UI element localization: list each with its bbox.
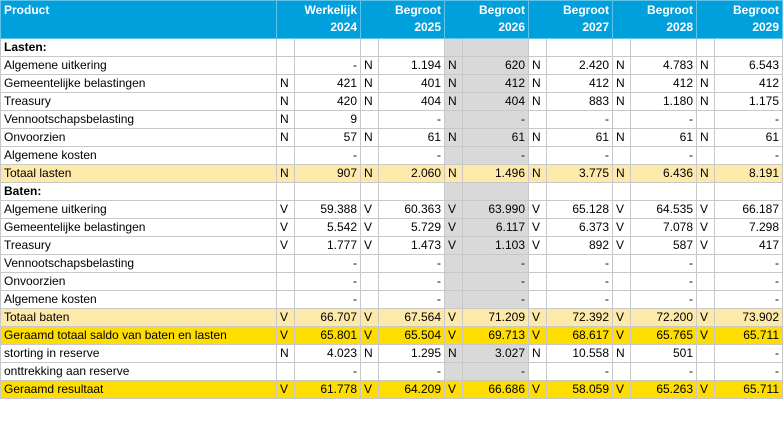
cell-indicator xyxy=(445,147,463,165)
cell-value: 58.059 xyxy=(547,381,613,399)
cell-indicator: N xyxy=(445,165,463,183)
cell-indicator: V xyxy=(697,381,715,399)
cell-indicator xyxy=(361,363,379,381)
cell-value: 404 xyxy=(379,93,445,111)
row-label: onttrekking aan reserve xyxy=(1,363,277,381)
cell-value: - xyxy=(715,345,783,363)
cell-value: - xyxy=(463,255,529,273)
cell-value: 65.801 xyxy=(295,327,361,345)
cell-indicator: V xyxy=(361,309,379,327)
cell-indicator: V xyxy=(361,201,379,219)
cell-indicator: V xyxy=(277,201,295,219)
cell-value: 66.187 xyxy=(715,201,783,219)
header-col-2025: Begroot 2025 xyxy=(361,1,445,39)
cell-value xyxy=(379,183,445,201)
cell-value: 57 xyxy=(295,129,361,147)
row-label: Onvoorzien xyxy=(1,129,277,147)
cell-value: 69.713 xyxy=(463,327,529,345)
cell-indicator: V xyxy=(613,327,631,345)
cell-value: 7.078 xyxy=(631,219,697,237)
cell-indicator: V xyxy=(613,201,631,219)
cell-value: 4.023 xyxy=(295,345,361,363)
cell-value: - xyxy=(295,363,361,381)
cell-indicator: V xyxy=(529,219,547,237)
cell-value: 4.783 xyxy=(631,57,697,75)
table-row xyxy=(1,129,783,147)
cell-value: 2.060 xyxy=(379,165,445,183)
cell-value: 1.295 xyxy=(379,345,445,363)
cell-indicator xyxy=(697,111,715,129)
cell-indicator xyxy=(277,39,295,57)
cell-indicator: V xyxy=(445,381,463,399)
cell-value: 59.388 xyxy=(295,201,361,219)
cell-indicator xyxy=(613,255,631,273)
row-label: Algemene uitkering xyxy=(1,201,277,219)
cell-indicator xyxy=(697,39,715,57)
cell-value: 64.209 xyxy=(379,381,445,399)
cell-value: 60.363 xyxy=(379,201,445,219)
cell-indicator: V xyxy=(361,381,379,399)
cell-value xyxy=(295,39,361,57)
cell-indicator: N xyxy=(613,345,631,363)
cell-indicator: V xyxy=(613,219,631,237)
cell-indicator xyxy=(613,147,631,165)
cell-value: 64.535 xyxy=(631,201,697,219)
cell-indicator: V xyxy=(529,237,547,255)
cell-value: 5.542 xyxy=(295,219,361,237)
cell-value xyxy=(463,183,529,201)
cell-value: 65.504 xyxy=(379,327,445,345)
cell-indicator xyxy=(445,111,463,129)
cell-indicator: N xyxy=(697,57,715,75)
cell-indicator xyxy=(613,39,631,57)
cell-indicator: V xyxy=(445,201,463,219)
cell-indicator xyxy=(529,183,547,201)
cell-indicator: V xyxy=(697,201,715,219)
cell-value: 71.209 xyxy=(463,309,529,327)
cell-indicator xyxy=(445,183,463,201)
cell-indicator xyxy=(361,147,379,165)
row-label: Treasury xyxy=(1,237,277,255)
cell-indicator: V xyxy=(277,219,295,237)
cell-indicator xyxy=(277,147,295,165)
cell-indicator xyxy=(613,273,631,291)
cell-indicator: N xyxy=(277,93,295,111)
cell-indicator xyxy=(697,345,715,363)
row-label: Onvoorzien xyxy=(1,273,277,291)
header-row xyxy=(1,1,783,39)
cell-value: 1.175 xyxy=(715,93,783,111)
cell-value: 2.420 xyxy=(547,57,613,75)
cell-value: - xyxy=(631,147,697,165)
cell-indicator xyxy=(277,291,295,309)
cell-value: - xyxy=(295,291,361,309)
table-row xyxy=(1,219,783,237)
cell-indicator: N xyxy=(445,345,463,363)
cell-value: 412 xyxy=(631,75,697,93)
cell-indicator: V xyxy=(445,237,463,255)
cell-value xyxy=(295,183,361,201)
cell-value: 10.558 xyxy=(547,345,613,363)
cell-indicator xyxy=(361,273,379,291)
cell-value xyxy=(715,39,783,57)
section-row xyxy=(1,39,783,57)
cell-indicator xyxy=(697,147,715,165)
cell-indicator: N xyxy=(613,75,631,93)
cell-indicator: N xyxy=(445,57,463,75)
row-label: Geraamd resultaat xyxy=(1,381,277,399)
cell-value: 66.707 xyxy=(295,309,361,327)
cell-indicator: N xyxy=(445,75,463,93)
cell-indicator: V xyxy=(445,309,463,327)
cell-indicator xyxy=(529,111,547,129)
cell-value xyxy=(631,183,697,201)
cell-indicator xyxy=(361,111,379,129)
cell-indicator: N xyxy=(361,345,379,363)
header-product: Product xyxy=(1,1,277,39)
cell-indicator: N xyxy=(361,57,379,75)
cell-value: - xyxy=(295,255,361,273)
cell-value: - xyxy=(715,363,783,381)
total-row xyxy=(1,309,783,327)
cell-value: 72.392 xyxy=(547,309,613,327)
cell-indicator xyxy=(445,255,463,273)
cell-indicator: V xyxy=(529,381,547,399)
row-label: Baten: xyxy=(1,183,277,201)
cell-value: 61 xyxy=(715,129,783,147)
cell-value: - xyxy=(463,291,529,309)
cell-value: 420 xyxy=(295,93,361,111)
cell-indicator: N xyxy=(529,93,547,111)
cell-value: - xyxy=(631,363,697,381)
cell-indicator: N xyxy=(613,129,631,147)
cell-value xyxy=(547,39,613,57)
cell-value xyxy=(715,183,783,201)
cell-value: 61 xyxy=(463,129,529,147)
cell-value: 9 xyxy=(295,111,361,129)
row-label: Totaal baten xyxy=(1,309,277,327)
cell-indicator xyxy=(697,255,715,273)
row-label: Algemene uitkering xyxy=(1,57,277,75)
cell-value: 6.373 xyxy=(547,219,613,237)
table-row xyxy=(1,57,783,75)
cell-value: - xyxy=(631,111,697,129)
cell-indicator xyxy=(445,39,463,57)
cell-indicator xyxy=(613,183,631,201)
cell-value: 883 xyxy=(547,93,613,111)
cell-indicator: V xyxy=(697,327,715,345)
cell-value: 6.117 xyxy=(463,219,529,237)
cell-indicator: N xyxy=(529,129,547,147)
cell-indicator: V xyxy=(697,309,715,327)
table-row xyxy=(1,345,783,363)
cell-indicator: N xyxy=(277,75,295,93)
cell-value: - xyxy=(379,363,445,381)
cell-indicator: V xyxy=(529,309,547,327)
cell-value: - xyxy=(547,111,613,129)
cell-value: 907 xyxy=(295,165,361,183)
cell-indicator: N xyxy=(277,111,295,129)
cell-value: 65.711 xyxy=(715,381,783,399)
cell-indicator xyxy=(613,291,631,309)
cell-value: 61 xyxy=(379,129,445,147)
cell-indicator xyxy=(697,183,715,201)
cell-indicator xyxy=(361,39,379,57)
table-row xyxy=(1,93,783,111)
cell-indicator: N xyxy=(361,75,379,93)
cell-indicator xyxy=(529,273,547,291)
cell-value: 1.496 xyxy=(463,165,529,183)
cell-indicator: N xyxy=(445,129,463,147)
cell-value: 61 xyxy=(631,129,697,147)
cell-value: 1.194 xyxy=(379,57,445,75)
cell-value: 61 xyxy=(547,129,613,147)
cell-value: 892 xyxy=(547,237,613,255)
cell-indicator: N xyxy=(529,75,547,93)
row-label: Totaal lasten xyxy=(1,165,277,183)
cell-indicator: V xyxy=(445,219,463,237)
cell-indicator: N xyxy=(277,129,295,147)
cell-value: - xyxy=(463,363,529,381)
cell-indicator: N xyxy=(613,165,631,183)
row-label: Vennootschapsbelasting xyxy=(1,111,277,129)
cell-value xyxy=(379,39,445,57)
cell-indicator: N xyxy=(697,75,715,93)
cell-value: 1.103 xyxy=(463,237,529,255)
cell-value: - xyxy=(715,147,783,165)
total-row xyxy=(1,165,783,183)
cell-indicator: V xyxy=(277,309,295,327)
cell-indicator xyxy=(529,363,547,381)
cell-value: 65.128 xyxy=(547,201,613,219)
cell-value: - xyxy=(547,273,613,291)
cell-indicator xyxy=(361,255,379,273)
cell-indicator: V xyxy=(277,327,295,345)
cell-value: - xyxy=(379,291,445,309)
cell-indicator: V xyxy=(277,237,295,255)
cell-value: - xyxy=(379,111,445,129)
cell-value: 65.765 xyxy=(631,327,697,345)
cell-indicator xyxy=(613,363,631,381)
cell-value: 401 xyxy=(379,75,445,93)
cell-indicator: N xyxy=(697,129,715,147)
cell-indicator xyxy=(697,363,715,381)
highlight-row xyxy=(1,381,783,399)
cell-indicator: N xyxy=(445,93,463,111)
cell-indicator xyxy=(277,57,295,75)
cell-value: - xyxy=(715,255,783,273)
cell-value xyxy=(463,39,529,57)
cell-indicator xyxy=(277,363,295,381)
row-label: storting in reserve xyxy=(1,345,277,363)
cell-indicator: V xyxy=(361,237,379,255)
cell-value: - xyxy=(631,255,697,273)
cell-indicator: N xyxy=(277,345,295,363)
cell-indicator: V xyxy=(697,237,715,255)
cell-value: - xyxy=(463,273,529,291)
cell-value: - xyxy=(379,255,445,273)
cell-indicator: N xyxy=(361,129,379,147)
cell-value: - xyxy=(379,147,445,165)
cell-value: 73.902 xyxy=(715,309,783,327)
cell-value: - xyxy=(631,291,697,309)
cell-value: 65.263 xyxy=(631,381,697,399)
table-row xyxy=(1,75,783,93)
cell-value: 3.027 xyxy=(463,345,529,363)
cell-value: 68.617 xyxy=(547,327,613,345)
table-row xyxy=(1,147,783,165)
cell-indicator: N xyxy=(529,57,547,75)
cell-indicator xyxy=(361,183,379,201)
cell-value: - xyxy=(295,57,361,75)
cell-value: - xyxy=(715,291,783,309)
row-label: Vennootschapsbelasting xyxy=(1,255,277,273)
cell-value: - xyxy=(715,111,783,129)
cell-indicator xyxy=(529,291,547,309)
table-row xyxy=(1,237,783,255)
cell-value: - xyxy=(295,273,361,291)
cell-value: 5.729 xyxy=(379,219,445,237)
header-col-2028: Begroot 2028 xyxy=(613,1,697,39)
cell-value: - xyxy=(463,147,529,165)
cell-value: 1.473 xyxy=(379,237,445,255)
cell-indicator xyxy=(529,39,547,57)
cell-indicator xyxy=(445,291,463,309)
cell-value xyxy=(547,183,613,201)
cell-indicator: V xyxy=(445,327,463,345)
cell-value: 417 xyxy=(715,237,783,255)
cell-value: 65.711 xyxy=(715,327,783,345)
row-label: Lasten: xyxy=(1,39,277,57)
cell-indicator: V xyxy=(277,381,295,399)
cell-indicator: N xyxy=(529,345,547,363)
cell-value: 3.775 xyxy=(547,165,613,183)
cell-value: 6.543 xyxy=(715,57,783,75)
cell-value: 412 xyxy=(715,75,783,93)
cell-value: - xyxy=(379,273,445,291)
cell-value: 61.778 xyxy=(295,381,361,399)
cell-indicator xyxy=(697,273,715,291)
cell-indicator xyxy=(613,111,631,129)
cell-indicator: N xyxy=(613,93,631,111)
cell-value: 1.777 xyxy=(295,237,361,255)
cell-indicator: V xyxy=(613,309,631,327)
header-col-2029: Begroot 2029 xyxy=(697,1,783,39)
cell-indicator: V xyxy=(361,219,379,237)
cell-value: - xyxy=(547,363,613,381)
cell-value: 404 xyxy=(463,93,529,111)
cell-value: 412 xyxy=(463,75,529,93)
cell-indicator: N xyxy=(529,165,547,183)
row-label: Gemeentelijke belastingen xyxy=(1,219,277,237)
header-col-2027: Begroot 2027 xyxy=(529,1,613,39)
cell-indicator xyxy=(445,273,463,291)
cell-indicator: V xyxy=(613,381,631,399)
cell-value: 8.191 xyxy=(715,165,783,183)
header-col-2026: Begroot 2026 xyxy=(445,1,529,39)
cell-value: - xyxy=(547,291,613,309)
cell-indicator xyxy=(445,363,463,381)
cell-indicator xyxy=(277,273,295,291)
cell-value: 7.298 xyxy=(715,219,783,237)
table-body xyxy=(1,39,783,399)
cell-value: 6.436 xyxy=(631,165,697,183)
cell-value: 620 xyxy=(463,57,529,75)
table-row xyxy=(1,363,783,381)
row-label: Treasury xyxy=(1,93,277,111)
cell-indicator: V xyxy=(613,237,631,255)
table-row xyxy=(1,201,783,219)
cell-value: 421 xyxy=(295,75,361,93)
cell-value: 63.990 xyxy=(463,201,529,219)
cell-indicator: V xyxy=(697,219,715,237)
cell-indicator xyxy=(529,255,547,273)
cell-value: - xyxy=(547,147,613,165)
cell-value: - xyxy=(715,273,783,291)
cell-indicator: N xyxy=(277,165,295,183)
table-row xyxy=(1,273,783,291)
row-label: Geraamd totaal saldo van baten en lasten xyxy=(1,327,277,345)
table-row xyxy=(1,255,783,273)
cell-value: 72.200 xyxy=(631,309,697,327)
table-row xyxy=(1,291,783,309)
cell-value: 587 xyxy=(631,237,697,255)
cell-value: 67.564 xyxy=(379,309,445,327)
table-row xyxy=(1,111,783,129)
row-label: Gemeentelijke belastingen xyxy=(1,75,277,93)
cell-indicator: N xyxy=(361,165,379,183)
cell-indicator: N xyxy=(697,93,715,111)
header-col-2024: Werkelijk 2024 xyxy=(277,1,361,39)
highlight-row xyxy=(1,327,783,345)
cell-value: - xyxy=(463,111,529,129)
row-label: Algemene kosten xyxy=(1,291,277,309)
cell-value: 66.686 xyxy=(463,381,529,399)
cell-indicator: V xyxy=(529,201,547,219)
cell-indicator: V xyxy=(529,327,547,345)
cell-indicator xyxy=(529,147,547,165)
cell-value: 1.180 xyxy=(631,93,697,111)
cell-indicator xyxy=(361,291,379,309)
cell-value: - xyxy=(295,147,361,165)
cell-indicator: N xyxy=(613,57,631,75)
cell-value: - xyxy=(631,273,697,291)
cell-indicator: N xyxy=(361,93,379,111)
cell-indicator: N xyxy=(697,165,715,183)
cell-indicator xyxy=(697,291,715,309)
cell-value: - xyxy=(547,255,613,273)
cell-indicator xyxy=(277,183,295,201)
cell-value: 501 xyxy=(631,345,697,363)
cell-indicator xyxy=(277,255,295,273)
row-label: Algemene kosten xyxy=(1,147,277,165)
cell-indicator: V xyxy=(361,327,379,345)
cell-value: 412 xyxy=(547,75,613,93)
cell-value xyxy=(631,39,697,57)
section-row xyxy=(1,183,783,201)
